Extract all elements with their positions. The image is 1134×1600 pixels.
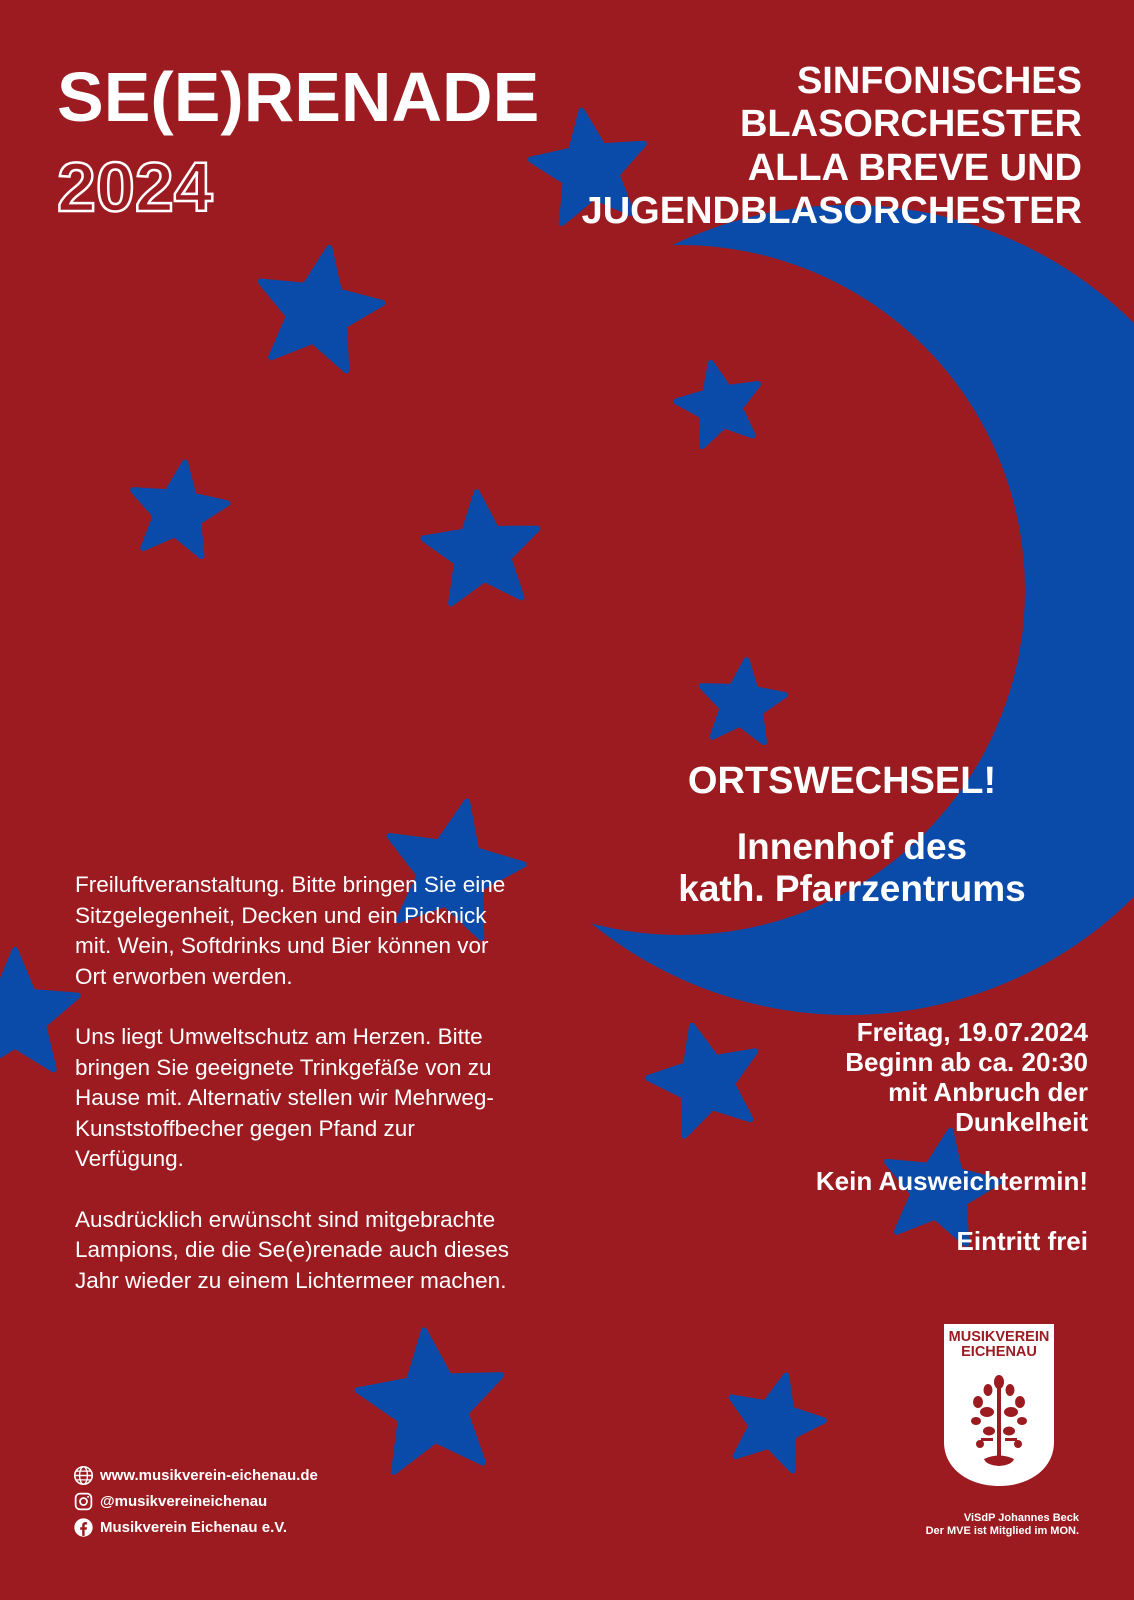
ensemble-line: SINFONISCHES bbox=[796, 60, 1082, 102]
star-shape bbox=[261, 248, 383, 370]
emblem-line: MUSIKVEREIN bbox=[948, 1329, 1050, 1345]
social-links bbox=[73, 1462, 393, 1540]
schedule-line: Beginn ab ca. 20:30 bbox=[845, 1047, 1088, 1078]
globe-icon bbox=[73, 1465, 94, 1486]
star-shape bbox=[358, 1330, 502, 1471]
info-paragraph: Ausdrücklich erwünscht sind mitgebrachte Lampions, die die Se(e)renade auch dieses Jahr wieder zu einem Lichtermeer machen. bbox=[75, 1206, 510, 1293]
venue-line: Innenhof des bbox=[736, 826, 968, 867]
instagram-link[interactable] bbox=[73, 1488, 393, 1514]
emblem-text bbox=[944, 1330, 1054, 1360]
info-paragraph: Freiluftveranstaltung. Bitte bringen Sie eine Sitzgelegenheit, Decken und ein Picknick mit. Wein, Softdrinks und Bier können vor Ort erworben werden. bbox=[75, 872, 506, 989]
facebook-icon bbox=[73, 1517, 94, 1538]
event-year: 2024 bbox=[57, 148, 213, 226]
website-url: www.musikverein-eichenau.de bbox=[100, 1466, 318, 1484]
schedule-line: mit Anbruch der bbox=[888, 1077, 1088, 1108]
imprint-line: ViSdP Johannes Beck bbox=[963, 1512, 1079, 1524]
website-link[interactable] bbox=[73, 1462, 393, 1488]
facebook-link[interactable] bbox=[73, 1514, 393, 1540]
info-text bbox=[75, 870, 525, 1326]
venue bbox=[622, 826, 1082, 910]
event-schedule bbox=[728, 1017, 1088, 1138]
star-shape bbox=[732, 1376, 824, 1471]
ensemble-names bbox=[522, 60, 1082, 233]
info-paragraph: Uns liegt Umweltschutz am Herzen. Bitte bringen Sie geeignete Trinkgefäße von zu Hause mit. Alternativ stellen wir Mehrweg-Kunststoffbecher gegen Pfand zur Verfügung. bbox=[75, 1024, 494, 1171]
instagram-icon bbox=[73, 1491, 94, 1512]
star-shape bbox=[133, 463, 227, 557]
ensemble-line: BLASORCHESTER bbox=[739, 103, 1082, 146]
ensemble-line: JUGENDBLASORCHESTER bbox=[581, 189, 1082, 232]
emblem-line: EICHENAU bbox=[961, 1344, 1037, 1361]
event-title: SE(E)RENADE bbox=[57, 58, 540, 136]
admission-free: Eintritt frei bbox=[956, 1226, 1088, 1256]
schedule-line: Dunkelheit bbox=[955, 1107, 1088, 1138]
no-alternative-date: Kein Ausweichtermin! bbox=[815, 1166, 1088, 1196]
instagram-handle: @musikvereineichenau bbox=[100, 1492, 268, 1510]
venue-line: kath. Pfarrzentrums bbox=[678, 868, 1026, 910]
star-shape bbox=[0, 950, 78, 1069]
imprint-line: Der MVE ist Mitglied im MON. bbox=[925, 1525, 1079, 1538]
facebook-name: Musikverein Eichenau e.V. bbox=[100, 1518, 288, 1536]
ensemble-line: ALLA BREVE UND bbox=[747, 146, 1082, 189]
schedule-line: Freitag, 19.07.2024 bbox=[856, 1017, 1088, 1047]
imprint bbox=[839, 1512, 1079, 1538]
location-change-notice: ORTSWECHSEL! bbox=[687, 760, 997, 802]
musikverein-emblem bbox=[944, 1324, 1054, 1488]
